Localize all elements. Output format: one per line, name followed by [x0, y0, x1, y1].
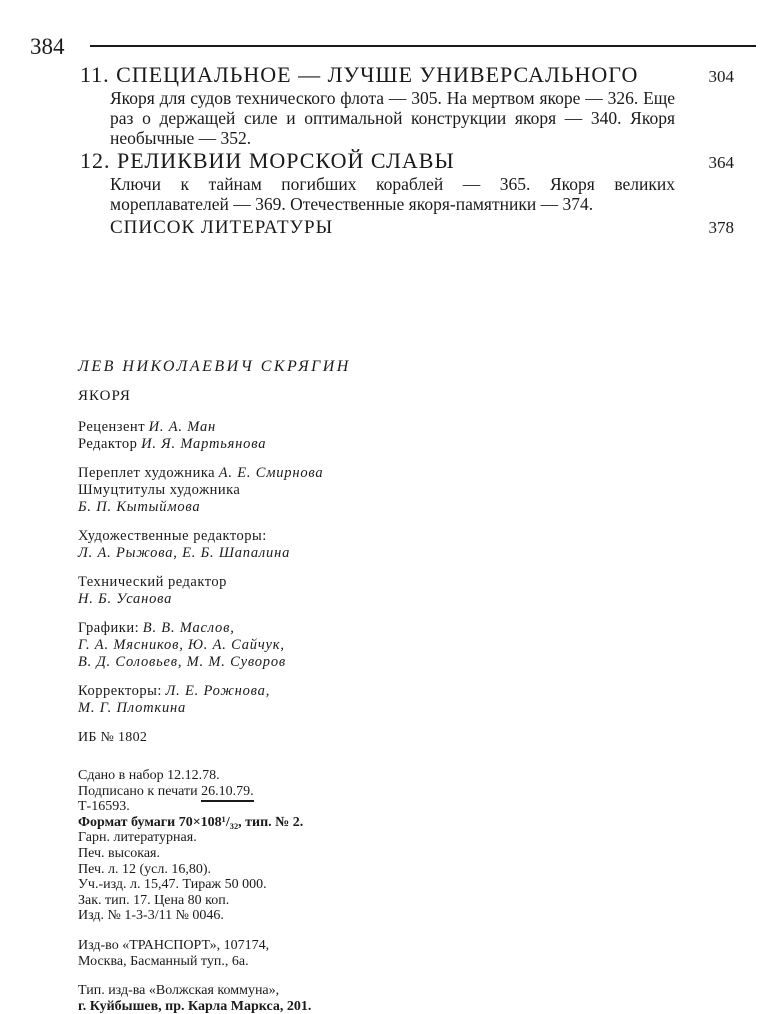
proofreaders-names: Л. Е. Рожнова,	[165, 683, 271, 699]
toc-chapter-description: Якоря для судов технического флота — 305. На мертвом якоре — 326. Еще раз о держащей силе и оптимальной конструкции якоря — 340. Якоря необычные — 352.	[110, 88, 675, 148]
printer-address	[78, 983, 678, 1014]
header-rule	[90, 45, 756, 47]
print-details	[78, 768, 678, 924]
toc-page-number: 364	[708, 153, 734, 172]
art-editors-names: Л. А. Рыжова, Е. Б. Шапалина	[78, 545, 291, 561]
graphics-role: Графики:	[78, 620, 140, 636]
printing-method: Печ. высокая.	[78, 845, 160, 861]
signed-date: 26.10.79.	[201, 784, 254, 802]
publisher-line: Москва, Басманный туп., 6а.	[78, 953, 249, 969]
printer-line: Тип. изд-ва «Волжская коммуна»,	[78, 983, 280, 999]
editor-name: И. Я. Мартьянова	[141, 436, 267, 452]
half-title-role: Шмуцтитулы художника	[78, 482, 241, 498]
printer-line: г. Куйбышев, пр. Карла Маркса, 201.	[78, 998, 312, 1014]
t-number: Т-16593.	[78, 799, 130, 815]
proofreaders-role: Корректоры:	[78, 683, 162, 699]
credits-proofreaders	[78, 683, 678, 717]
editor-role: Редактор	[78, 436, 138, 452]
publisher-line: Изд-во «ТРАНСПОРТ», 107174,	[78, 937, 270, 953]
reviewer-name: И. А. Ман	[148, 419, 217, 435]
toc-chapter-12[interactable]	[80, 148, 734, 214]
tech-editor-role: Технический редактор	[78, 574, 227, 590]
graphics-names: В. В. Маслов,	[142, 620, 235, 636]
book-title: ЯКОРЯ	[78, 388, 131, 404]
colophon	[78, 358, 678, 1014]
typeset-date: Сдано в набор 12.12.78.	[78, 768, 220, 783]
typeface: Гарн. литературная.	[78, 830, 197, 846]
reviewer-role: Рецензент	[78, 419, 146, 435]
binding-role: Переплет художника	[78, 465, 216, 481]
toc-chapter-title: 11. СПЕЦИАЛЬНОЕ — ЛУЧШЕ УНИВЕРСАЛЬНОГО	[80, 62, 639, 87]
proofreaders-names: М. Г. Плоткина	[78, 700, 187, 716]
signed-prefix: Подписано к печати	[78, 783, 198, 799]
toc-bibliography[interactable]	[80, 217, 734, 239]
credits-art	[78, 465, 678, 516]
author-name: ЛЕВ НИКОЛАЕВИЧ СКРЯГИН	[78, 358, 351, 375]
toc-page-number: 304	[708, 67, 734, 86]
graphics-names: В. Д. Соловьев, М. М. Суворов	[78, 654, 286, 670]
binding-name: А. Е. Смирнова	[218, 465, 324, 481]
graphics-names: Г. А. Мясников, Ю. А. Сайчук,	[78, 637, 285, 653]
credits-tech-editor	[78, 574, 678, 608]
credits-editorial	[78, 419, 678, 453]
publisher-address	[78, 938, 678, 969]
order-price: Зак. тип. 17. Цена 80 коп.	[78, 892, 230, 908]
half-title-name: Б. П. Кытыймова	[78, 499, 201, 515]
toc-chapter-description: Ключи к тайнам погибших кораблей — 365. Якоря великих мореплавателей — 369. Отечественные якоря-памятники — 374.	[110, 174, 675, 214]
toc-chapter-title: СПИСОК ЛИТЕРАТУРЫ	[110, 217, 334, 238]
page-number: 384	[30, 34, 65, 59]
publication-number: Изд. № 1-3-3/11 № 0046.	[78, 908, 224, 924]
art-editors-role: Художественные редакторы:	[78, 528, 267, 544]
toc-chapter-title: 12. РЕЛИКВИИ МОРСКОЙ СЛАВЫ	[80, 148, 455, 173]
toc-page-number: 378	[708, 218, 734, 237]
credits-graphics	[78, 620, 678, 671]
publisher-sheets: Уч.-изд. л. 15,47. Тираж 50 000.	[78, 877, 267, 893]
ib-number: ИБ № 1802	[78, 730, 148, 745]
printed-sheets: Печ. л. 12 (усл. 16,80).	[78, 861, 212, 877]
credits-art-editors	[78, 528, 678, 562]
table-of-contents	[80, 62, 734, 239]
paper-format: Формат бумаги 70×108¹/₃₂, тип. № 2.	[78, 814, 304, 830]
tech-editor-name: Н. Б. Усанова	[78, 591, 173, 607]
toc-chapter-11[interactable]	[80, 62, 734, 148]
